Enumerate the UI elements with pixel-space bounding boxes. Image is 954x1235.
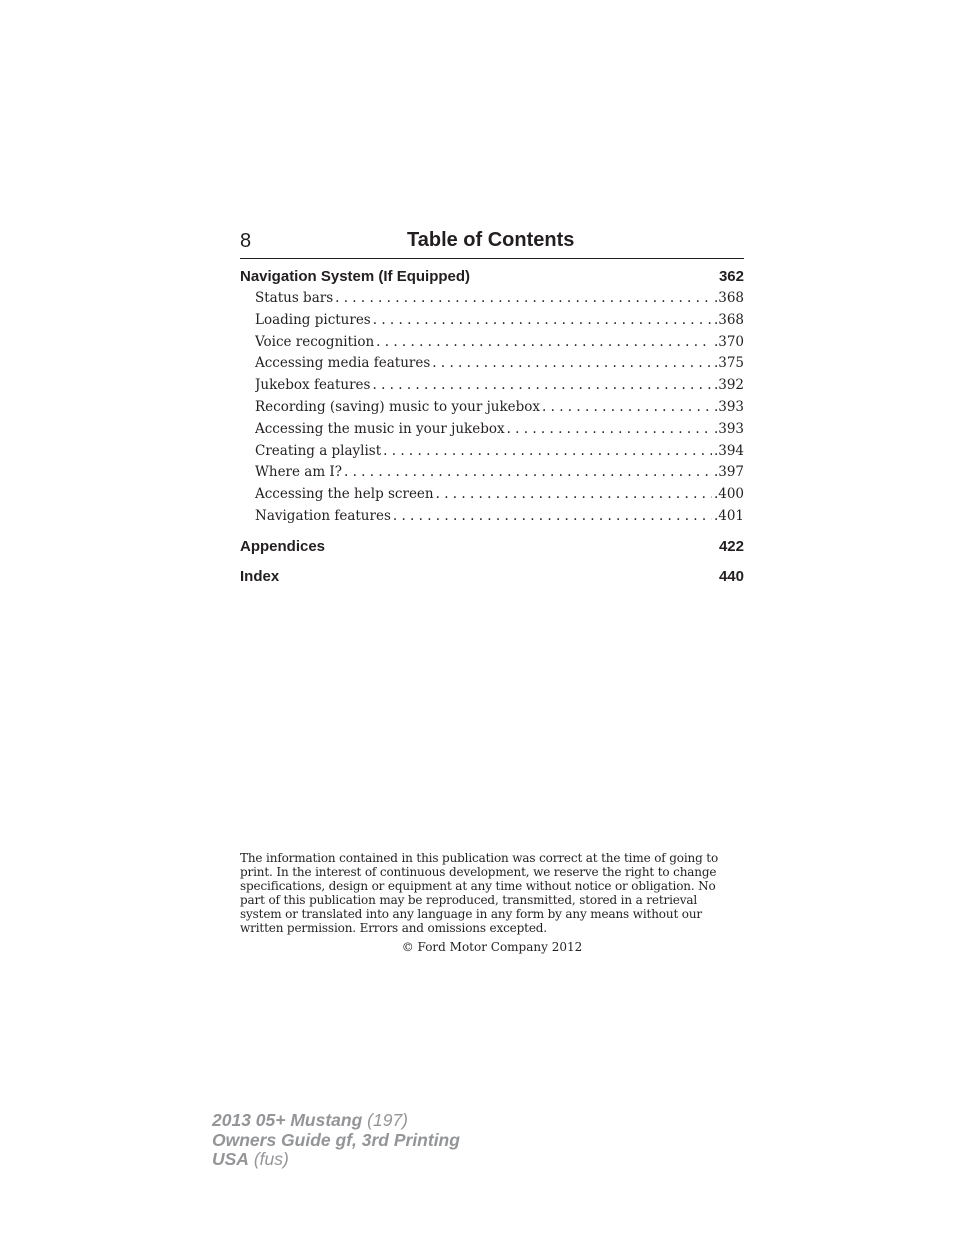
notice-line: The information contained in this publication was correct at the time of going to	[240, 851, 719, 865]
footer-market: USA	[212, 1149, 249, 1169]
dot-leader	[393, 506, 712, 528]
toc-entry-page: .400	[713, 486, 744, 503]
toc-section-appendices[interactable]	[240, 536, 744, 558]
dot-leader	[372, 375, 711, 397]
toc-entry-label: Accessing media features	[255, 355, 431, 372]
toc-entry[interactable]	[255, 310, 744, 332]
toc-entry-page: .393	[713, 420, 744, 437]
toc-section-page: 422	[718, 537, 744, 555]
toc-entry-label: Navigation features	[255, 507, 391, 524]
toc-entry[interactable]	[255, 419, 744, 441]
toc-entry-list	[240, 288, 744, 528]
toc-entry-page: .401	[713, 507, 744, 524]
footer-guide-line	[212, 1131, 460, 1151]
page-number: 8	[240, 230, 252, 252]
toc-entry[interactable]	[255, 506, 744, 528]
legal-notice	[240, 851, 744, 935]
toc-entry[interactable]	[255, 375, 744, 397]
toc-entry-label: Where am I?	[255, 464, 343, 481]
toc-entry-page: .368	[713, 311, 744, 328]
toc-entry-label: Jukebox features	[255, 377, 371, 394]
toc-entry[interactable]	[255, 441, 744, 463]
notice-line: specifications, design or equipment at any time without notice or obligation. No	[240, 879, 716, 893]
toc-entry[interactable]	[255, 462, 744, 484]
toc-section-title: Index	[240, 567, 280, 585]
toc-entry-page: .368	[713, 290, 744, 306]
dot-leader	[507, 419, 712, 441]
notice-line: print. In the interest of continuous development, we reserve the right to change	[240, 865, 717, 879]
toc-entry-label: Loading pictures	[255, 311, 371, 328]
notice-line: written permission. Errors and omissions excepted.	[240, 921, 547, 935]
copyright-notice: © Ford Motor Company 2012	[401, 940, 583, 954]
toc-section-index[interactable]	[240, 566, 744, 588]
footer-model: 2013 05+ Mustang	[212, 1110, 363, 1130]
toc-entry[interactable]	[255, 484, 744, 506]
footer-market-code: (fus)	[253, 1149, 289, 1169]
toc-entry[interactable]	[255, 288, 744, 310]
toc-entry[interactable]	[255, 332, 744, 354]
toc-entry-label: Accessing the music in your jukebox	[255, 420, 505, 437]
toc-entry-label: Creating a playlist	[255, 442, 382, 459]
footer-guide: Owners Guide gf, 3rd Printing	[212, 1129, 460, 1150]
footer-model-code: (197)	[367, 1110, 409, 1130]
toc-entry-page: .375	[713, 355, 744, 372]
dot-leader	[335, 288, 712, 310]
toc-entry-page: .370	[713, 333, 744, 350]
toc-section-page: 440	[718, 567, 744, 585]
toc-entry[interactable]	[255, 353, 744, 375]
dot-leader	[376, 332, 712, 354]
toc-entry-page: .394	[713, 442, 744, 459]
notice-line: part of this publication may be reproduced, transmitted, stored in a retrieval	[240, 893, 698, 907]
dot-leader	[344, 462, 712, 484]
toc-entry-page: .397	[713, 464, 744, 481]
dot-leader	[373, 310, 712, 332]
page-header	[240, 228, 744, 259]
toc-section-title: Navigation System (If Equipped)	[240, 268, 471, 285]
dot-leader	[542, 397, 712, 419]
footer-model-line	[212, 1111, 460, 1131]
notice-line: system or translated into any language in any form by any means without our	[240, 907, 703, 921]
toc-entry[interactable]	[255, 397, 744, 419]
toc-section-page: 362	[718, 268, 744, 285]
toc-entry-page: .393	[713, 398, 744, 415]
footer-market-line	[212, 1150, 460, 1170]
toc-section-navigation[interactable]	[240, 266, 744, 288]
page-title: Table of Contents	[407, 229, 575, 251]
toc-entry-label: Accessing the help screen	[255, 486, 434, 503]
dot-leader	[432, 353, 712, 375]
toc-entry-label: Status bars	[255, 290, 334, 306]
dot-leader	[383, 441, 712, 463]
toc-entry-label: Voice recognition	[255, 333, 375, 350]
toc-entry-page: .392	[713, 377, 744, 394]
table-of-contents	[240, 266, 744, 588]
toc-section-title: Appendices	[240, 537, 326, 555]
dot-leader	[436, 484, 712, 506]
print-footer	[212, 1111, 460, 1170]
toc-entry-label: Recording (saving) music to your jukebox	[255, 398, 541, 415]
